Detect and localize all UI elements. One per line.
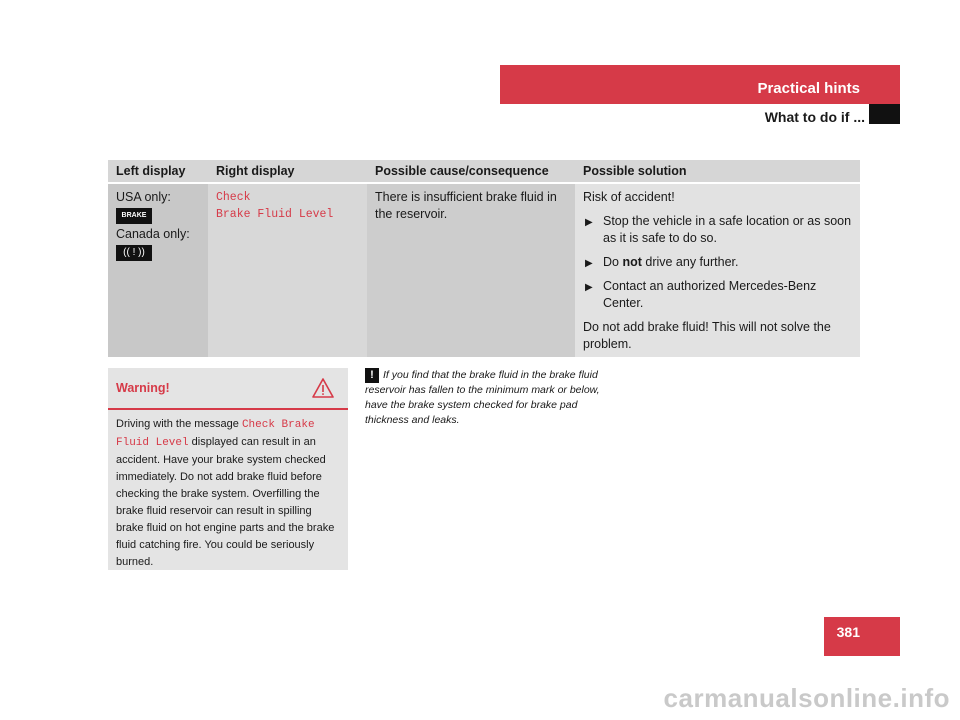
subsection-title: What to do if ... <box>764 109 865 125</box>
table-header-row <box>108 160 860 182</box>
solution-cell <box>575 184 860 357</box>
solution-step: ▶ Stop the vehicle in a safe location or as soon as it is safe to do so. <box>585 214 852 245</box>
warning-triangle-icon <box>312 378 334 398</box>
column-header: Left display <box>108 160 208 182</box>
warning-header <box>108 368 348 410</box>
warning-body: Driving with the message Check Brake Fluid Level displayed can result in an accident. Have your brake system checked immediately. Do not add brake fluid before checking the brake system. Overfilling the brake fluid reservoir can result in spilling brake fluid on hot engine parts and the brake fluid catching fire. You could be seriously burned. <box>116 418 335 568</box>
display-message-line: Brake Fluid Level <box>216 208 334 221</box>
step-arrow-icon: ▶ <box>585 217 593 228</box>
brake-circle-warning-lamp-icon: (( ! )) <box>116 245 152 261</box>
step-arrow-icon: ▶ <box>585 258 593 269</box>
column-header: Possible solution <box>575 160 860 182</box>
brake-warning-lamp-icon: BRAKE <box>116 208 152 224</box>
left-display-cell <box>108 184 208 357</box>
page-number: 381 <box>836 624 860 640</box>
section-header-bar <box>500 65 900 104</box>
cause-cell: There is insufficient brake fluid in the reservoir. <box>367 184 575 357</box>
page-number-box <box>824 617 900 656</box>
warning-title: Warning! <box>116 381 170 395</box>
column-header: Right display <box>208 160 367 182</box>
solution-step: ▶ Do not drive any further. <box>583 254 852 271</box>
solution-outro: Do not add brake fluid! This will not solve the problem. <box>583 320 831 351</box>
header-tab-marker <box>869 104 900 124</box>
exclamation-icon: ! <box>365 368 379 383</box>
solution-step: ▶ Contact an authorized Mercedes-Benz Center. <box>585 279 817 310</box>
note-block <box>365 368 615 428</box>
display-message-line: Check <box>216 191 251 204</box>
usa-label: USA only: <box>116 190 171 204</box>
section-title: Practical hints <box>757 80 860 97</box>
solution-intro: Risk of accident! <box>583 190 675 204</box>
warning-box <box>108 368 348 570</box>
hints-table <box>108 160 860 357</box>
right-display-cell <box>208 184 367 357</box>
watermark: carmanualsonline.info <box>663 683 950 713</box>
warning-display-message: Check Brake Fluid Level <box>116 419 315 449</box>
column-header: Possible cause/consequence <box>367 160 575 182</box>
canada-label: Canada only: <box>116 227 190 241</box>
table-row <box>108 184 860 357</box>
step-arrow-icon: ▶ <box>585 282 593 293</box>
note-text: If you find that the brake fluid in the brake fluid reservoir has fallen to the minimum mark or below, have the brake system checked for brake pad thickness and leaks. <box>365 369 600 426</box>
emphasis-text: not <box>622 255 642 269</box>
